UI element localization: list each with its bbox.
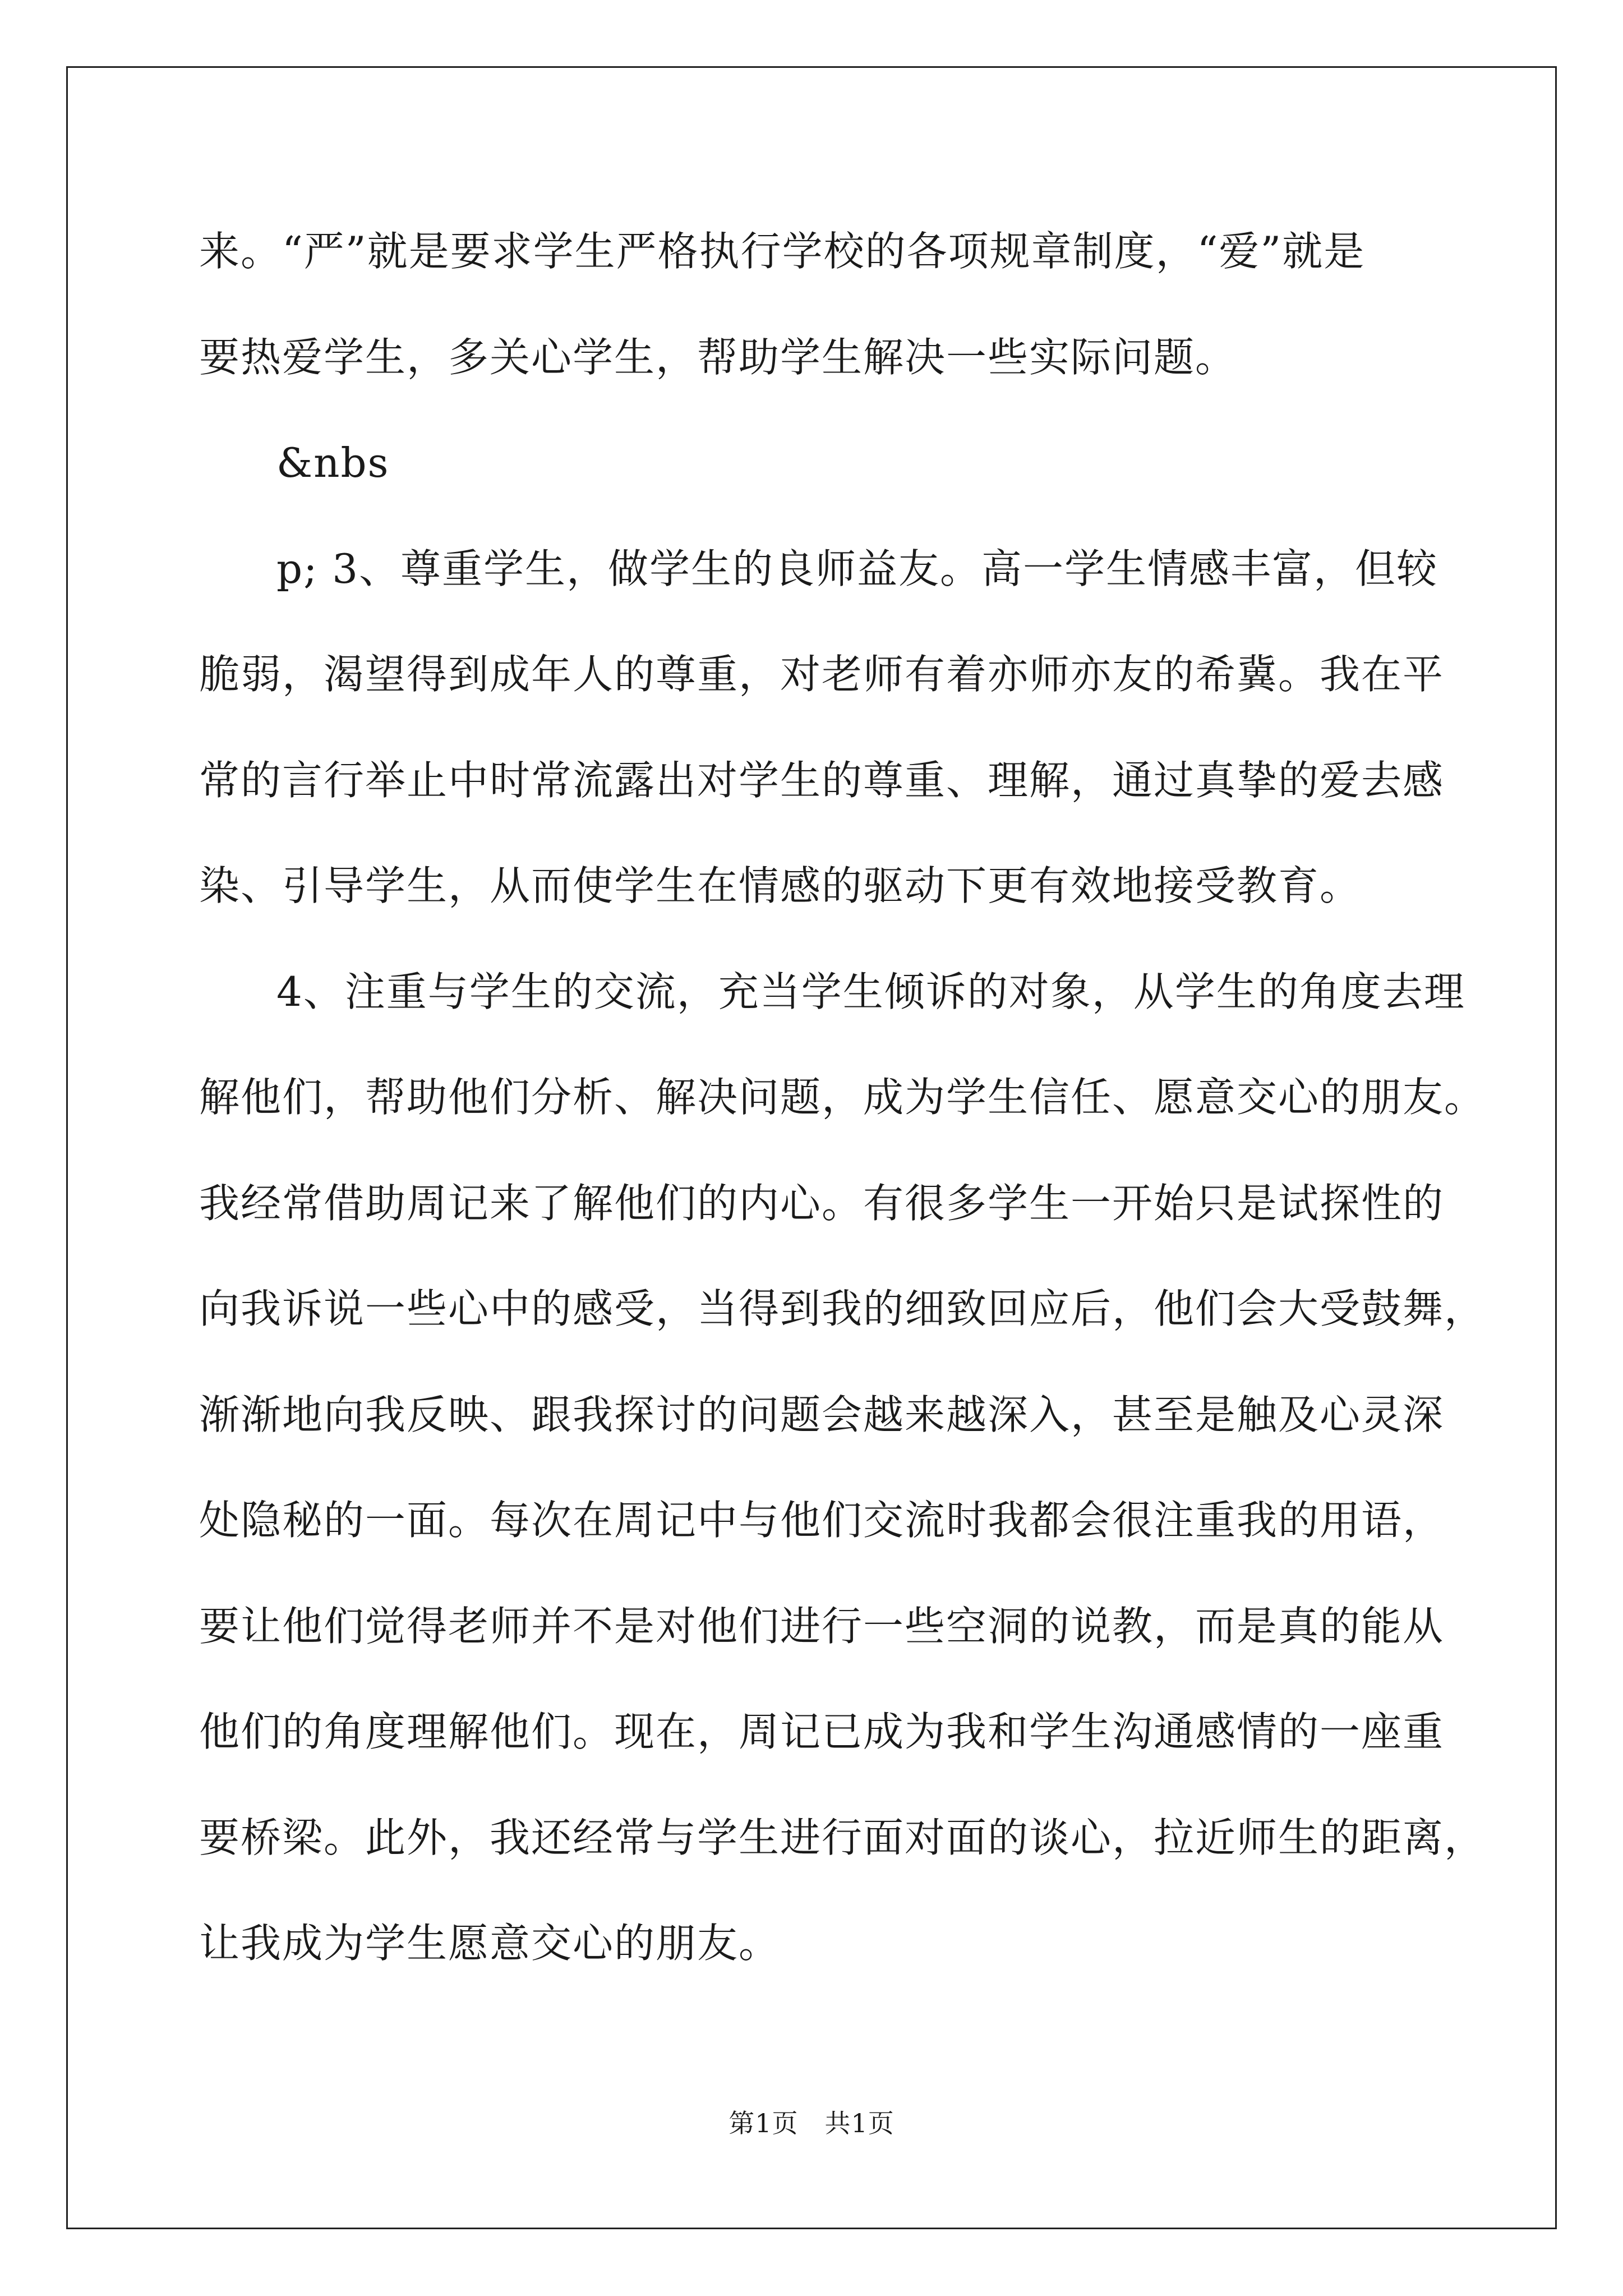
page-number-footer: 第1页 共1页 <box>728 2108 895 2138</box>
text-line: 向我诉说一些心中的感受，当得到我的细致回应后，他们会大受鼓舞， <box>199 1285 1486 1332</box>
text-line: 他们的角度理解他们。现在，周记已成为我和学生沟通感情的一座重 <box>199 1708 1445 1755</box>
text-line: 渐渐地向我反映、跟我探讨的问题会越来越深入，甚至是触及心灵深 <box>199 1391 1445 1438</box>
text-line: &nbs <box>276 439 390 486</box>
text-line: 脆弱，渴望得到成年人的尊重，对老师有着亦师亦友的希冀。我在平 <box>199 651 1445 698</box>
text-line: 我经常借助周记来了解他们的内心。有很多学生一开始只是试探性的 <box>199 1179 1445 1227</box>
text-line: p; 3、尊重学生，做学生的良师益友。高一学生情感丰富，但较 <box>276 545 1438 592</box>
page-border <box>66 66 1557 2229</box>
text-line: 4、注重与学生的交流，充当学生倾诉的对象，从学生的角度去理 <box>276 968 1465 1015</box>
text-line: 染、引导学生，从而使学生在情感的驱动下更有效地接受教育。 <box>199 862 1362 909</box>
text-line: 要热爱学生，多关心学生，帮助学生解决一些实际问题。 <box>199 333 1237 381</box>
text-line: 解他们，帮助他们分析、解决问题，成为学生信任、愿意交心的朋友。 <box>199 1074 1486 1121</box>
text-line: 来。“严”就是要求学生严格执行学校的各项规章制度，“爱”就是 <box>199 228 1366 275</box>
text-line: 让我成为学生愿意交心的朋友。 <box>199 1920 781 1967</box>
text-line: 常的言行举止中时常流露出对学生的尊重、理解，通过真挚的爱去感 <box>199 756 1445 804</box>
text-line: 处隐秘的一面。每次在周记中与他们交流时我都会很注重我的用语， <box>199 1497 1445 1544</box>
text-line: 要桥梁。此外，我还经常与学生进行面对面的谈心，拉近师生的距离， <box>199 1814 1486 1861</box>
text-line: 要让他们觉得老师并不是对他们进行一些空洞的说教，而是真的能从 <box>199 1602 1445 1650</box>
